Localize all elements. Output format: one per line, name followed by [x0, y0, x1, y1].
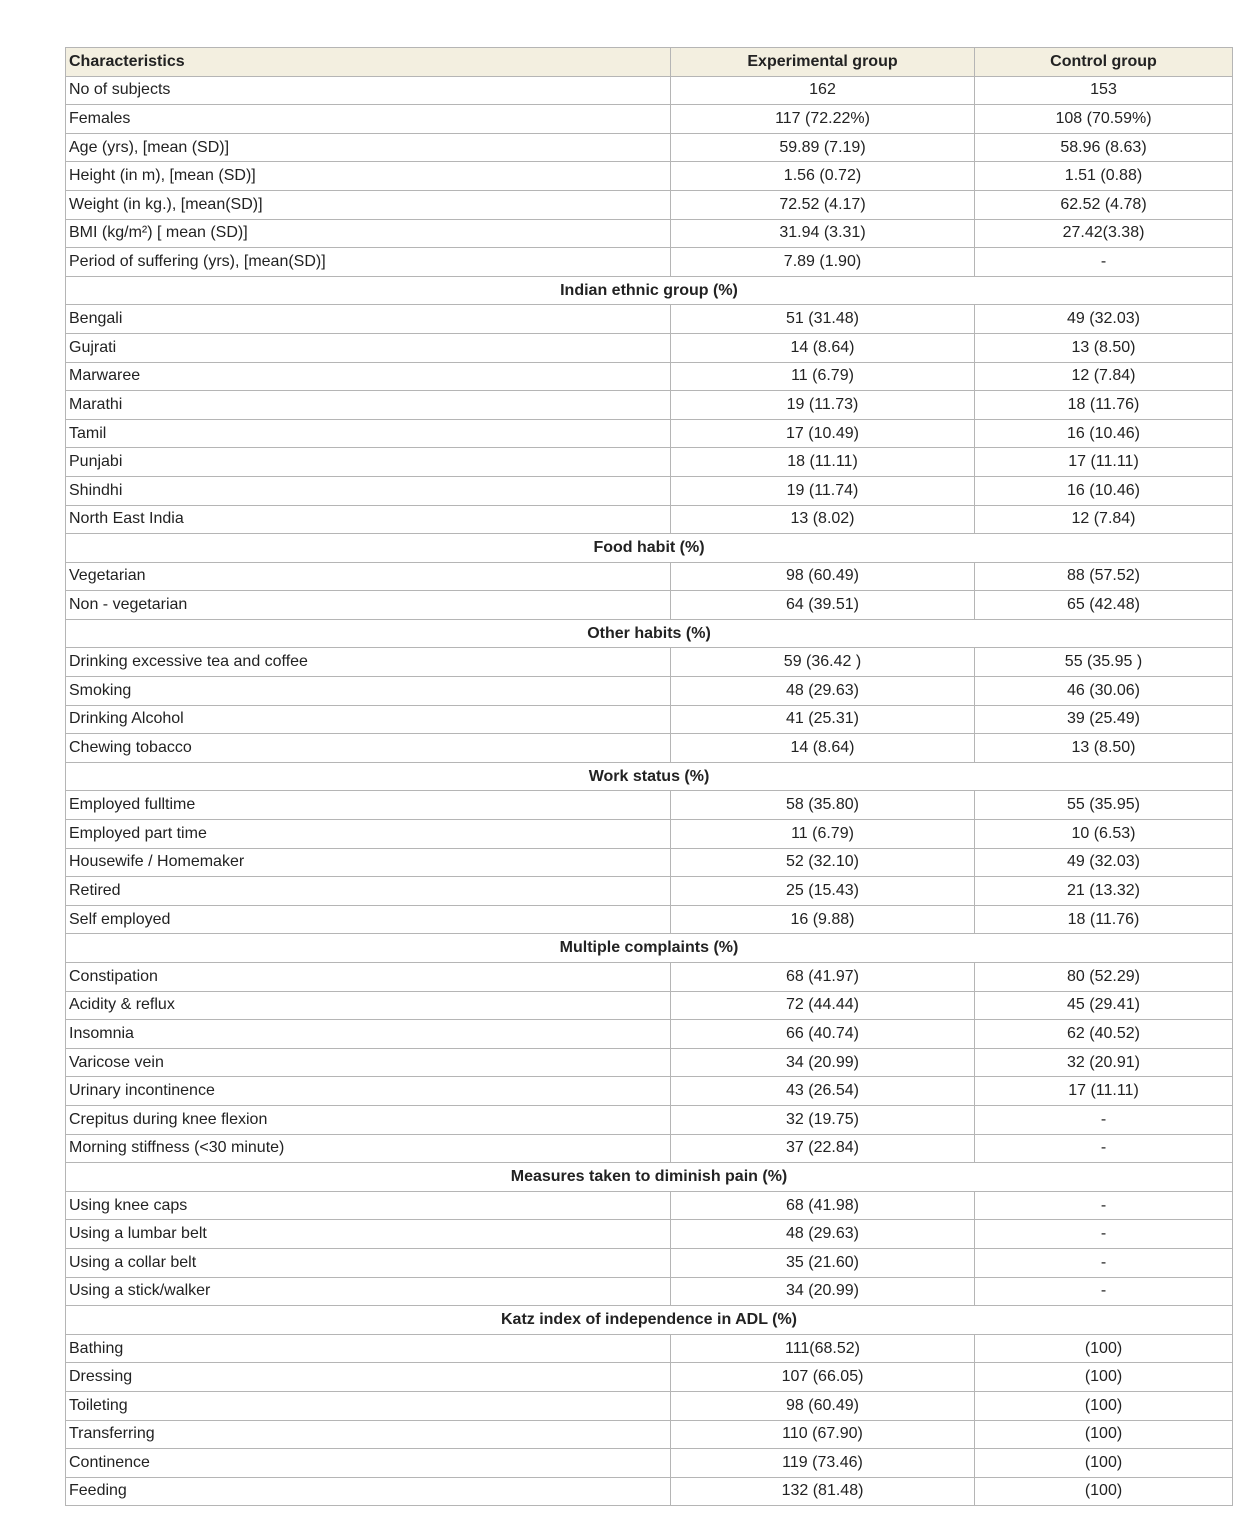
characteristic-cell: Acidity & reflux	[66, 991, 671, 1020]
control-value-cell: -	[975, 1277, 1233, 1306]
characteristics-table	[65, 47, 1233, 1506]
control-value-cell: (100)	[975, 1391, 1233, 1420]
table-row	[66, 305, 1233, 334]
table-row	[66, 476, 1233, 505]
section-label: Indian ethnic group (%)	[66, 276, 1233, 305]
characteristic-cell: Crepitus during knee flexion	[66, 1105, 671, 1134]
table-row	[66, 333, 1233, 362]
experimental-value-cell: 98 (60.49)	[671, 562, 975, 591]
table-row	[66, 1105, 1233, 1134]
table-body	[66, 76, 1233, 1506]
control-value-cell: 32 (20.91)	[975, 1048, 1233, 1077]
control-value-cell: 58.96 (8.63)	[975, 133, 1233, 162]
table-row	[66, 76, 1233, 105]
section-header-row	[66, 619, 1233, 648]
experimental-value-cell: 11 (6.79)	[671, 362, 975, 391]
control-value-cell: 62 (40.52)	[975, 1020, 1233, 1049]
control-value-cell: 39 (25.49)	[975, 705, 1233, 734]
section-header-row	[66, 276, 1233, 305]
table-row	[66, 648, 1233, 677]
characteristic-cell: Tamil	[66, 419, 671, 448]
experimental-value-cell: 98 (60.49)	[671, 1391, 975, 1420]
characteristic-cell: Insomnia	[66, 1020, 671, 1049]
control-value-cell: 46 (30.06)	[975, 677, 1233, 706]
section-label: Food habit (%)	[66, 534, 1233, 563]
characteristic-cell: Employed part time	[66, 820, 671, 849]
header-characteristics: Characteristics	[66, 48, 671, 77]
experimental-value-cell: 72 (44.44)	[671, 991, 975, 1020]
characteristic-cell: Age (yrs), [mean (SD)]	[66, 133, 671, 162]
experimental-value-cell: 35 (21.60)	[671, 1248, 975, 1277]
section-header-row	[66, 534, 1233, 563]
characteristic-cell: Using a collar belt	[66, 1248, 671, 1277]
experimental-value-cell: 43 (26.54)	[671, 1077, 975, 1106]
control-value-cell: 45 (29.41)	[975, 991, 1233, 1020]
experimental-value-cell: 59.89 (7.19)	[671, 133, 975, 162]
characteristic-cell: Using a lumbar belt	[66, 1220, 671, 1249]
table-row	[66, 848, 1233, 877]
experimental-value-cell: 41 (25.31)	[671, 705, 975, 734]
characteristic-cell: Bathing	[66, 1334, 671, 1363]
header-row	[66, 48, 1233, 77]
control-value-cell: 16 (10.46)	[975, 476, 1233, 505]
experimental-value-cell: 34 (20.99)	[671, 1048, 975, 1077]
control-value-cell: 88 (57.52)	[975, 562, 1233, 591]
table-row	[66, 419, 1233, 448]
table-row	[66, 391, 1233, 420]
control-value-cell: 13 (8.50)	[975, 734, 1233, 763]
table-row	[66, 362, 1233, 391]
section-label: Katz index of independence in ADL (%)	[66, 1306, 1233, 1335]
section-label: Other habits (%)	[66, 619, 1233, 648]
characteristic-cell: Vegetarian	[66, 562, 671, 591]
experimental-value-cell: 52 (32.10)	[671, 848, 975, 877]
characteristic-cell: Drinking excessive tea and coffee	[66, 648, 671, 677]
characteristic-cell: Females	[66, 105, 671, 134]
characteristic-cell: Marathi	[66, 391, 671, 420]
control-value-cell: (100)	[975, 1334, 1233, 1363]
table-row	[66, 734, 1233, 763]
control-value-cell: -	[975, 1248, 1233, 1277]
experimental-value-cell: 68 (41.97)	[671, 963, 975, 992]
table-row	[66, 791, 1233, 820]
control-value-cell: 21 (13.32)	[975, 877, 1233, 906]
characteristic-cell: Self employed	[66, 905, 671, 934]
experimental-value-cell: 117 (72.22%)	[671, 105, 975, 134]
control-value-cell: 55 (35.95)	[975, 791, 1233, 820]
experimental-value-cell: 59 (36.42 )	[671, 648, 975, 677]
characteristic-cell: Smoking	[66, 677, 671, 706]
table-row	[66, 105, 1233, 134]
table-row	[66, 505, 1233, 534]
table-row	[66, 562, 1233, 591]
characteristic-cell: Urinary incontinence	[66, 1077, 671, 1106]
control-value-cell: -	[975, 1220, 1233, 1249]
control-value-cell: 12 (7.84)	[975, 362, 1233, 391]
table-row	[66, 1334, 1233, 1363]
characteristic-cell: Housewife / Homemaker	[66, 848, 671, 877]
experimental-value-cell: 66 (40.74)	[671, 1020, 975, 1049]
table-row	[66, 1077, 1233, 1106]
control-value-cell: 49 (32.03)	[975, 848, 1233, 877]
characteristic-cell: Marwaree	[66, 362, 671, 391]
characteristic-cell: Morning stiffness (<30 minute)	[66, 1134, 671, 1163]
table-row	[66, 1449, 1233, 1478]
control-value-cell: 12 (7.84)	[975, 505, 1233, 534]
table-container	[65, 47, 1232, 1506]
section-header-row	[66, 934, 1233, 963]
control-value-cell: 17 (11.11)	[975, 1077, 1233, 1106]
control-value-cell: -	[975, 1105, 1233, 1134]
control-value-cell: 10 (6.53)	[975, 820, 1233, 849]
section-header-row	[66, 762, 1233, 791]
table-row	[66, 1020, 1233, 1049]
characteristic-cell: Toileting	[66, 1391, 671, 1420]
table-row	[66, 1220, 1233, 1249]
characteristic-cell: Shindhi	[66, 476, 671, 505]
characteristic-cell: Retired	[66, 877, 671, 906]
control-value-cell: 80 (52.29)	[975, 963, 1233, 992]
section-label: Multiple complaints (%)	[66, 934, 1233, 963]
experimental-value-cell: 72.52 (4.17)	[671, 190, 975, 219]
experimental-value-cell: 11 (6.79)	[671, 820, 975, 849]
section-label: Measures taken to diminish pain (%)	[66, 1163, 1233, 1192]
table-row	[66, 905, 1233, 934]
table-row	[66, 1277, 1233, 1306]
experimental-value-cell: 34 (20.99)	[671, 1277, 975, 1306]
control-value-cell: 27.42(3.38)	[975, 219, 1233, 248]
characteristic-cell: Constipation	[66, 963, 671, 992]
characteristic-cell: Height (in m), [mean (SD)]	[66, 162, 671, 191]
control-value-cell: 62.52 (4.78)	[975, 190, 1233, 219]
experimental-value-cell: 25 (15.43)	[671, 877, 975, 906]
control-value-cell: 108 (70.59%)	[975, 105, 1233, 134]
experimental-value-cell: 68 (41.98)	[671, 1191, 975, 1220]
table-row	[66, 1477, 1233, 1506]
experimental-value-cell: 32 (19.75)	[671, 1105, 975, 1134]
control-value-cell: -	[975, 1191, 1233, 1220]
table-row	[66, 991, 1233, 1020]
table-row	[66, 133, 1233, 162]
experimental-value-cell: 107 (66.05)	[671, 1363, 975, 1392]
control-value-cell: 17 (11.11)	[975, 448, 1233, 477]
characteristic-cell: Using knee caps	[66, 1191, 671, 1220]
control-value-cell: 55 (35.95 )	[975, 648, 1233, 677]
characteristic-cell: Varicose vein	[66, 1048, 671, 1077]
control-value-cell: 13 (8.50)	[975, 333, 1233, 362]
table-row	[66, 591, 1233, 620]
characteristic-cell: Feeding	[66, 1477, 671, 1506]
control-value-cell: 18 (11.76)	[975, 391, 1233, 420]
characteristic-cell: Transferring	[66, 1420, 671, 1449]
control-value-cell: 18 (11.76)	[975, 905, 1233, 934]
experimental-value-cell: 19 (11.74)	[671, 476, 975, 505]
header-control-group: Control group	[975, 48, 1233, 77]
section-header-row	[66, 1306, 1233, 1335]
characteristic-cell: Using a stick/walker	[66, 1277, 671, 1306]
experimental-value-cell: 31.94 (3.31)	[671, 219, 975, 248]
characteristic-cell: Gujrati	[66, 333, 671, 362]
experimental-value-cell: 14 (8.64)	[671, 734, 975, 763]
characteristic-cell: Continence	[66, 1449, 671, 1478]
characteristic-cell: Employed fulltime	[66, 791, 671, 820]
characteristic-cell: Chewing tobacco	[66, 734, 671, 763]
control-value-cell: (100)	[975, 1363, 1233, 1392]
experimental-value-cell: 13 (8.02)	[671, 505, 975, 534]
control-value-cell: (100)	[975, 1477, 1233, 1506]
experimental-value-cell: 119 (73.46)	[671, 1449, 975, 1478]
experimental-value-cell: 18 (11.11)	[671, 448, 975, 477]
table-row	[66, 705, 1233, 734]
table-row	[66, 1191, 1233, 1220]
characteristic-cell: North East India	[66, 505, 671, 534]
table-row	[66, 219, 1233, 248]
experimental-value-cell: 111(68.52)	[671, 1334, 975, 1363]
section-header-row	[66, 1163, 1233, 1192]
table-row	[66, 963, 1233, 992]
control-value-cell: 16 (10.46)	[975, 419, 1233, 448]
table-row	[66, 820, 1233, 849]
experimental-value-cell: 51 (31.48)	[671, 305, 975, 334]
experimental-value-cell: 162	[671, 76, 975, 105]
control-value-cell: 1.51 (0.88)	[975, 162, 1233, 191]
table-row	[66, 190, 1233, 219]
table-header	[66, 48, 1233, 77]
experimental-value-cell: 16 (9.88)	[671, 905, 975, 934]
characteristic-cell: Dressing	[66, 1363, 671, 1392]
experimental-value-cell: 17 (10.49)	[671, 419, 975, 448]
characteristic-cell: No of subjects	[66, 76, 671, 105]
table-row	[66, 1048, 1233, 1077]
experimental-value-cell: 14 (8.64)	[671, 333, 975, 362]
table-row	[66, 1391, 1233, 1420]
experimental-value-cell: 37 (22.84)	[671, 1134, 975, 1163]
characteristic-cell: Punjabi	[66, 448, 671, 477]
characteristic-cell: Weight (in kg.), [mean(SD)]	[66, 190, 671, 219]
experimental-value-cell: 132 (81.48)	[671, 1477, 975, 1506]
control-value-cell: -	[975, 248, 1233, 277]
table-row	[66, 1248, 1233, 1277]
characteristic-cell: BMI (kg/m²) [ mean (SD)]	[66, 219, 671, 248]
table-row	[66, 248, 1233, 277]
characteristic-cell: Drinking Alcohol	[66, 705, 671, 734]
table-row	[66, 1134, 1233, 1163]
table-row	[66, 448, 1233, 477]
characteristic-cell: Non - vegetarian	[66, 591, 671, 620]
table-row	[66, 1363, 1233, 1392]
table-row	[66, 677, 1233, 706]
experimental-value-cell: 1.56 (0.72)	[671, 162, 975, 191]
table-row	[66, 877, 1233, 906]
control-value-cell: -	[975, 1134, 1233, 1163]
experimental-value-cell: 64 (39.51)	[671, 591, 975, 620]
characteristic-cell: Period of suffering (yrs), [mean(SD)]	[66, 248, 671, 277]
control-value-cell: (100)	[975, 1449, 1233, 1478]
experimental-value-cell: 7.89 (1.90)	[671, 248, 975, 277]
experimental-value-cell: 110 (67.90)	[671, 1420, 975, 1449]
control-value-cell: 49 (32.03)	[975, 305, 1233, 334]
characteristic-cell: Bengali	[66, 305, 671, 334]
experimental-value-cell: 58 (35.80)	[671, 791, 975, 820]
experimental-value-cell: 48 (29.63)	[671, 1220, 975, 1249]
control-value-cell: (100)	[975, 1420, 1233, 1449]
table-row	[66, 162, 1233, 191]
table-row	[66, 1420, 1233, 1449]
control-value-cell: 153	[975, 76, 1233, 105]
header-experimental-group: Experimental group	[671, 48, 975, 77]
section-label: Work status (%)	[66, 762, 1233, 791]
experimental-value-cell: 48 (29.63)	[671, 677, 975, 706]
control-value-cell: 65 (42.48)	[975, 591, 1233, 620]
experimental-value-cell: 19 (11.73)	[671, 391, 975, 420]
